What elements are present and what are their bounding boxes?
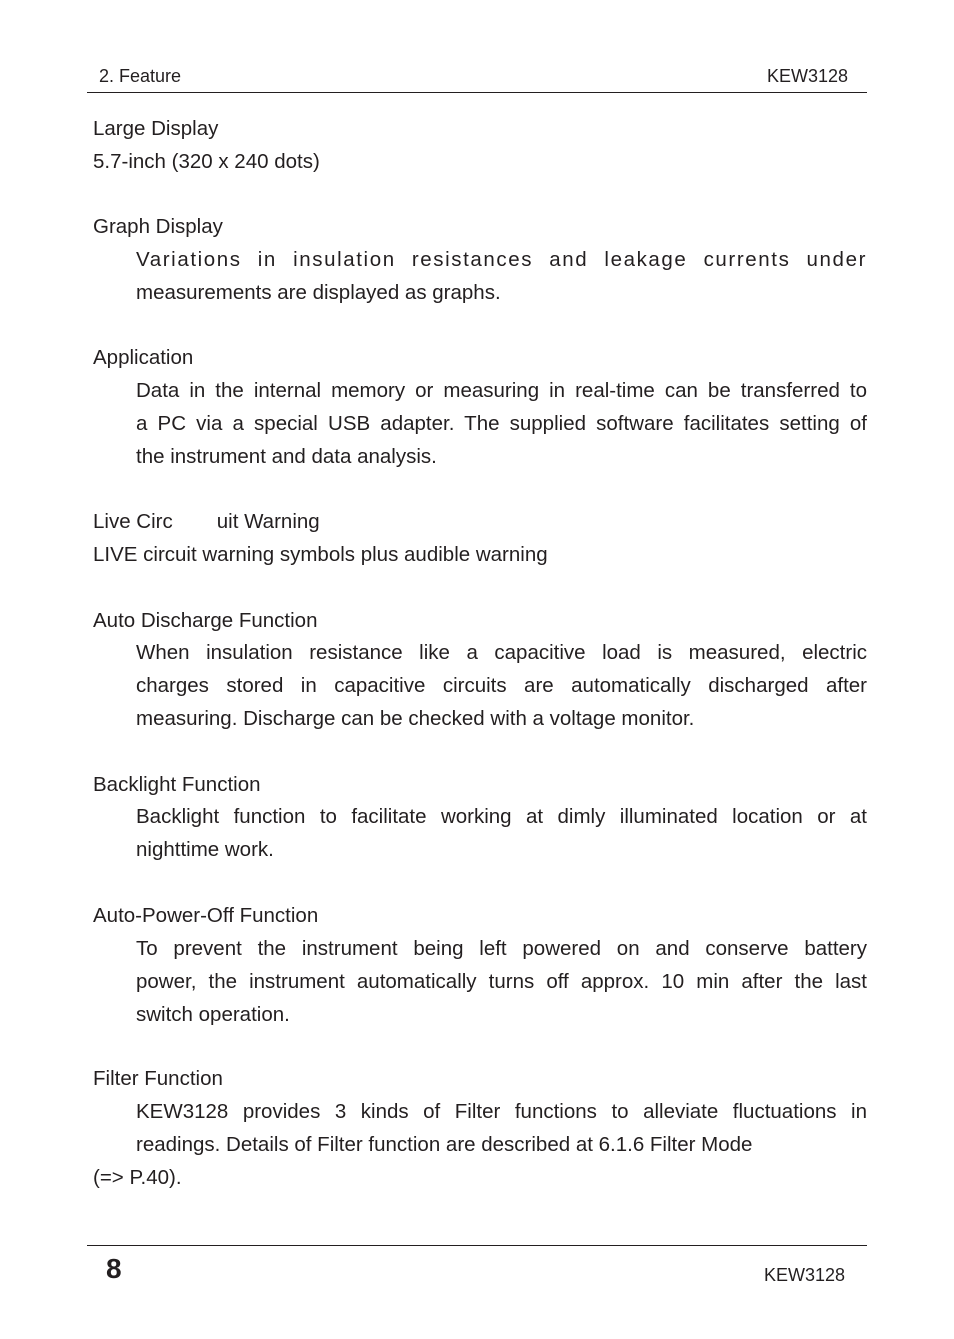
- section-title-backlight: Backlight Function: [93, 773, 261, 796]
- page-number: 8: [106, 1253, 122, 1284]
- body-line: readings. Details of Filter function are described at 6.1.6 Filter Mode: [136, 1133, 753, 1156]
- section-title-application: Application: [93, 346, 194, 369]
- section-title-auto-power-off: Auto-Power-Off Function: [93, 904, 319, 927]
- title-part: uit Warning: [216, 510, 320, 533]
- body-line: switch operation.: [136, 1003, 290, 1026]
- section-text-filter-reference: (=> P.40).: [93, 1166, 182, 1189]
- section-body-backlight: [136, 800, 867, 866]
- footer-rule: [87, 1245, 867, 1246]
- footer-model: KEW3128: [764, 1265, 846, 1285]
- header-rule: [87, 92, 867, 93]
- section-title-filter: Filter Function: [93, 1067, 223, 1090]
- body-line: Variations in insulation resistances and leakage currents under: [136, 248, 867, 271]
- section-body-graph-display: [136, 243, 867, 309]
- body-line: nighttime work.: [136, 838, 274, 861]
- section-title-graph-display: Graph Display: [93, 215, 223, 238]
- section-title-live-circuit-warning: [93, 505, 320, 538]
- section-text-large-display: 5.7-inch (320 x 240 dots): [93, 150, 320, 173]
- running-header-model: KEW3128: [767, 66, 849, 86]
- body-line: measuring. Discharge can be checked with a voltage monitor.: [136, 707, 695, 730]
- body-line: KEW3128 provides 3 kinds of Filter functions to alleviate fluctuations in: [136, 1100, 867, 1123]
- body-line: the instrument and data analysis.: [136, 445, 437, 468]
- body-line: Backlight function to facilitate working at dimly illuminated location or at: [136, 805, 867, 828]
- body-line: To prevent the instrument being left powered on and conserve battery: [136, 937, 867, 960]
- title-part: Live Circ: [93, 510, 173, 533]
- body-line: power, the instrument automatically turns off approx. 10 min after the last: [136, 970, 867, 993]
- body-line: charges stored in capacitive circuits are automatically discharged after: [136, 674, 867, 697]
- body-line: measurements are displayed as graphs.: [136, 281, 501, 304]
- section-body-filter: [136, 1095, 867, 1161]
- body-line: When insulation resistance like a capacitive load is measured, electric: [136, 641, 867, 664]
- section-body-application: [136, 374, 867, 473]
- section-title-auto-discharge: Auto Discharge Function: [93, 609, 318, 632]
- running-header-section: 2. Feature: [99, 66, 182, 86]
- body-line: Data in the internal memory or measuring in real-time can be transferred to: [136, 379, 867, 402]
- section-text-live-circuit-warning: LIVE circuit warning symbols plus audible warning: [93, 543, 548, 566]
- section-title-large-display: Large Display: [93, 117, 219, 140]
- section-body-auto-power-off: [136, 932, 867, 1031]
- section-body-auto-discharge: [136, 636, 867, 735]
- body-line: a PC via a special USB adapter. The supplied software facilitates setting of: [136, 412, 867, 435]
